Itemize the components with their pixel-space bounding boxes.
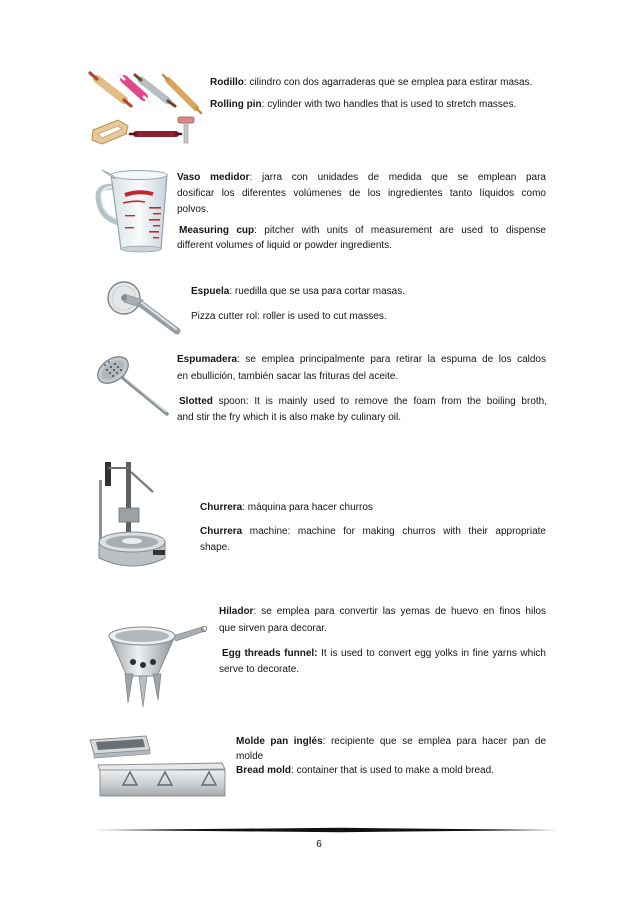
churrera-en-line-1 xyxy=(200,525,546,539)
espumadera-es-line-2: en ebullición, también sacar las frituras del aceite. xyxy=(177,371,399,382)
espuela-es-line: : ruedilla que se usa para cortar masas. xyxy=(229,286,406,297)
pizza-cutter-icon xyxy=(103,276,183,338)
slotted-spoon-en-text-1: spoon: It is mainly used to remove the foam from the boiling broth, xyxy=(212,396,547,407)
rodillo-es-term: Rodillo xyxy=(210,77,244,88)
measuring-cup-en-line-1 xyxy=(179,224,546,238)
rolling-pin-en-line: : cylinder with two handles that is used to stretch masses. xyxy=(261,99,517,110)
churrera-en-text-1: machine: machine for making churros with their appropriate xyxy=(242,526,546,537)
egg-threads-funnel-en-line-1 xyxy=(222,647,546,661)
egg-threads-funnel-en-text-1: It is used to convert egg yolks in fine yarns which xyxy=(317,648,546,659)
pizza-cutter-en-text xyxy=(191,310,387,324)
churrera-es-term: Churrera xyxy=(200,502,243,513)
bread-mold-en-line: : container that is used to make a mold bread. xyxy=(291,765,494,776)
measuring-cup-en-text-1: : pitcher with units of measurement are used to dispense xyxy=(254,225,546,236)
churrera-es-line: : máquina para hacer churros xyxy=(242,502,373,513)
egg-threads-funnel-en-line-2: serve to decorate. xyxy=(219,664,300,675)
bread-mold-icon xyxy=(88,732,228,802)
espuela-es-term: Espuela xyxy=(191,286,230,297)
egg-threads-funnel-en-term: Egg threads funnel: xyxy=(222,648,318,659)
hilador-es-term: Hilador xyxy=(219,606,254,617)
rodillo-es-line: : cilindro con dos agarraderas que se emplea para estirar masas. xyxy=(243,77,533,88)
rolling-pin-en-term: Rolling pin xyxy=(210,99,262,110)
churrera-en-line-2: shape. xyxy=(200,542,231,553)
measuring-cup-en-term: Measuring cup xyxy=(179,225,255,236)
footer-divider-line xyxy=(90,825,560,835)
measuring-cup-icon xyxy=(95,163,173,255)
hilador-es-line-2: que sirven para decorar. xyxy=(219,623,327,634)
rodillo-es-text xyxy=(210,76,532,90)
molde-es-term: Molde pan inglés xyxy=(236,736,323,747)
vaso-medidor-es-line-3: polvos. xyxy=(177,204,209,215)
rolling-pins-icon xyxy=(88,68,204,150)
hilador-es-line-1 xyxy=(219,605,546,619)
espuela-es-text xyxy=(191,285,405,299)
egg-threads-funnel-icon xyxy=(103,620,208,708)
espumadera-es-text-1: : se emplea principalmente para retirar la espuma de los caldos xyxy=(237,354,546,365)
molde-es-line-1 xyxy=(236,735,546,749)
churrera-es-text xyxy=(200,501,373,515)
slotted-spoon-en-line-2: and stir the fry which it is also make by culinary oil. xyxy=(177,412,401,423)
slotted-spoon-en-term: Slotted xyxy=(179,396,213,407)
molde-es-line-2: molde xyxy=(236,751,264,762)
pizza-cutter-en-line: Pizza cutter rol: roller is used to cut masses. xyxy=(191,311,387,322)
vaso-medidor-es-line-1 xyxy=(177,171,546,185)
measuring-cup-en-line-2: different volumes of liquid or powder ingredients. xyxy=(177,240,392,251)
molde-es-text-1: : recipiente que se emplea para hacer pan de xyxy=(322,736,547,747)
vaso-medidor-es-term: Vaso medidor xyxy=(177,172,250,183)
bread-mold-en-text xyxy=(236,764,494,778)
slotted-spoon-icon xyxy=(93,350,173,420)
rolling-pin-en-text xyxy=(210,98,516,112)
vaso-medidor-es-text-1: : jarra con unidades de medida que se emplean para xyxy=(249,172,546,183)
hilador-es-text-1: : se emplea para convertir las yemas de huevo en finos hilos xyxy=(253,606,546,617)
espumadera-es-line-1 xyxy=(177,353,546,367)
churro-machine-icon xyxy=(93,458,168,574)
vaso-medidor-es-line-2: dosificar los diferentes volúmenes de los ingredientes tanto líquidos como xyxy=(177,188,546,199)
espumadera-es-term: Espumadera xyxy=(177,354,238,365)
bread-mold-en-term: Bread mold xyxy=(236,765,292,776)
slotted-spoon-en-line-1 xyxy=(179,395,547,409)
churrera-en-term: Churrera xyxy=(200,526,243,537)
page-number: 6 xyxy=(316,839,322,850)
